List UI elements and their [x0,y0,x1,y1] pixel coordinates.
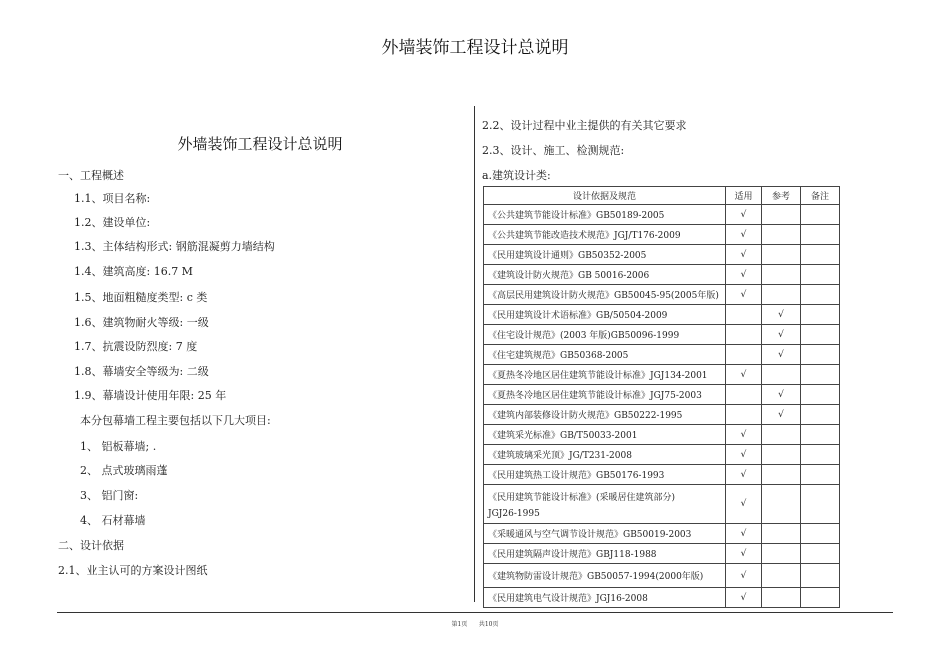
height-line: 1.4、建筑高度: 16.7 M [74,265,193,278]
apply-cell: √ [726,365,762,385]
apply-cell: √ [726,524,762,544]
col-header-reference: 参考 [762,187,801,205]
apply-cell: √ [726,465,762,485]
standard-name-cell [484,365,726,385]
standard-name-cell [484,305,726,325]
apply-cell [726,325,762,345]
apply-cell [726,385,762,405]
note-cell [801,465,840,485]
standard-name-cell [484,405,726,425]
apply-cell: √ [726,544,762,564]
apply-cell: √ [726,425,762,445]
table-header-row [484,187,840,205]
standard-name-cell [484,544,726,564]
seismic-line: 1.7、抗震设防烈度: 7 度 [74,340,198,353]
note-cell [801,485,840,524]
standard-name-cell [484,345,726,365]
standard-name: 《夏热冬冷地区居住建筑节能设计标准》JGJ134-2001 [488,371,708,381]
standard-name: 《建筑玻璃采光顶》JG/T231-2008 [488,451,632,461]
column-divider [474,106,475,602]
page-title: 外墙装饰工程设计总说明 [381,38,569,58]
reference-cell [762,245,801,265]
table-row [484,524,840,544]
reference-cell [762,564,801,588]
note-cell [801,544,840,564]
requirements-line: 2.2、设计过程中业主提供的有关其它要求 [482,119,687,132]
reference-cell [762,365,801,385]
standard-name-cell [484,445,726,465]
table-row [484,305,840,325]
col-header-standard: 设计依据及规范 [484,187,726,205]
page-total: 共10页 [478,621,499,628]
table-row [484,225,840,245]
apply-cell [726,405,762,425]
standard-name-cell [484,225,726,245]
reference-cell: √ [762,405,801,425]
reference-cell [762,445,801,465]
design-basis-heading: 二、设计依据 [58,539,124,552]
reference-cell: √ [762,385,801,405]
table-row [484,425,840,445]
page-number: 第1页 [451,621,468,628]
standard-name-cell [484,425,726,445]
standard-name-cell [484,205,726,225]
standard-name-cell [484,245,726,265]
standard-name: 《民用建筑热工设计规范》GB50176-1993 [488,471,665,481]
standard-name: 《建筑设计防火规范》GB 50016-2006 [488,271,650,281]
page-footer [0,619,950,628]
table-row [484,544,840,564]
scope-intro-line: 本分包幕墙工程主要包括以下几大项目: [80,414,271,427]
reference-cell [762,225,801,245]
codes-table [483,186,840,608]
standard-name-cell [484,588,726,608]
standard-name: 《建筑内部装修设计防火规范》GB50222-1995 [488,411,683,421]
apply-cell [726,345,762,365]
table-row [484,285,840,305]
table-row [484,445,840,465]
note-cell [801,205,840,225]
note-cell [801,385,840,405]
scope-item: 3、 铝门窗: [80,489,139,502]
safety-level-line: 1.8、幕墙安全等级为: 二级 [74,365,209,378]
standard-name-continued: JGJ26-1995 [488,508,540,519]
note-cell [801,564,840,588]
apply-cell: √ [726,265,762,285]
standard-name-cell [484,485,726,524]
standard-name: 《采暖通风与空气调节设计规范》GB50019-2003 [488,530,692,540]
standard-name: 《住宅设计规范》(2003 年版)GB50096-1999 [488,331,680,341]
standard-name-cell [484,285,726,305]
note-cell [801,265,840,285]
reference-cell [762,544,801,564]
table-row [484,345,840,365]
standard-name-cell [484,325,726,345]
apply-cell: √ [726,225,762,245]
table-body [484,205,840,608]
note-cell [801,225,840,245]
table-row [484,485,840,524]
apply-cell: √ [726,245,762,265]
standard-name: 《夏热冬冷地区居住建筑节能设计标准》JGJ75-2003 [488,391,702,401]
reference-cell [762,425,801,445]
reference-cell [762,205,801,225]
table-row [484,385,840,405]
project-name-line: 1.1、项目名称: [74,192,151,205]
scope-item: 1、 铝板幕墙; . [80,440,157,453]
table-row [484,465,840,485]
standard-name: 《民用建筑隔声设计规范》GBJ118-1988 [488,550,657,560]
note-cell [801,325,840,345]
note-cell [801,285,840,305]
structure-line: 1.3、主体结构形式: 钢筋混凝剪力墙结构 [74,240,275,253]
standard-name: 《民用建筑设计通则》GB50352-2005 [488,251,647,261]
table-row [484,588,840,608]
note-cell [801,524,840,544]
apply-cell: √ [726,485,762,524]
table-row [484,564,840,588]
reference-cell: √ [762,305,801,325]
fire-rating-line: 1.6、建筑物耐火等级: 一级 [74,316,209,329]
note-cell [801,588,840,608]
standard-name: 《民用建筑设计术语标准》GB/50504-2009 [488,311,668,321]
building-design-heading: a.建筑设计类: [482,169,551,182]
standard-name-cell [484,465,726,485]
roughness-line: 1.5、地面粗糙度类型: c 类 [74,291,208,304]
reference-cell [762,285,801,305]
standard-name: 《公共建筑节能设计标准》GB50189-2005 [488,211,665,221]
apply-cell: √ [726,285,762,305]
standard-name: 《公共建筑节能改造技术规范》JGJ/T176-2009 [488,231,681,241]
note-cell [801,245,840,265]
codes-heading: 2.3、设计、施工、检测规范: [482,144,625,157]
note-cell [801,445,840,465]
standard-name: 《住宅建筑规范》GB50368-2005 [488,351,629,361]
service-life-line: 1.9、幕墙设计使用年限: 25 年 [74,389,227,402]
footer-rule [57,612,893,613]
overview-heading: 一、工程概述 [58,169,124,182]
table-row [484,365,840,385]
section-title: 外墙装饰工程设计总说明 [177,135,343,153]
table-row [484,265,840,285]
reference-cell [762,265,801,285]
standard-name: 《民用建筑节能设计标准》(采暖居住建筑部分) [488,492,676,503]
design-basis-line: 2.1、业主认可的方案设计图纸 [58,564,208,577]
standard-name: 《建筑物防雷设计规范》GB50057-1994(2000年版) [488,572,704,582]
table-row [484,405,840,425]
standard-name: 《建筑采光标准》GB/T50033-2001 [488,431,638,441]
note-cell [801,305,840,325]
apply-cell: √ [726,205,762,225]
reference-cell [762,465,801,485]
reference-cell: √ [762,345,801,365]
table-row [484,245,840,265]
reference-cell [762,485,801,524]
reference-cell [762,524,801,544]
col-header-note: 备注 [801,187,840,205]
standard-name: 《民用建筑电气设计规范》JGJ16-2008 [488,594,648,604]
note-cell [801,425,840,445]
standard-name-cell [484,385,726,405]
reference-cell [762,588,801,608]
standard-name: 《高层民用建筑设计防火规范》GB50045-95(2005年版) [488,291,719,301]
note-cell [801,405,840,425]
standard-name-cell [484,265,726,285]
table-row [484,205,840,225]
apply-cell [726,305,762,325]
scope-item: 2、 点式玻璃雨蓬 [80,464,168,477]
reference-cell: √ [762,325,801,345]
col-header-apply: 适用 [726,187,762,205]
scope-item: 4、 石材幕墙 [80,514,146,527]
note-cell [801,365,840,385]
owner-line: 1.2、建设单位: [74,216,151,229]
note-cell [801,345,840,365]
apply-cell: √ [726,445,762,465]
apply-cell: √ [726,564,762,588]
apply-cell: √ [726,588,762,608]
standard-name-cell [484,564,726,588]
table-row [484,325,840,345]
standard-name-cell [484,524,726,544]
